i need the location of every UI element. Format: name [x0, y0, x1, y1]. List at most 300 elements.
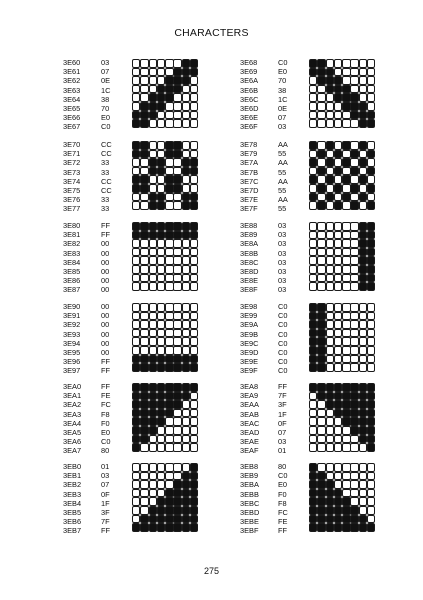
address-label: 3EB1 [63, 471, 82, 481]
pixel-off [359, 480, 367, 489]
pixel-off [182, 337, 190, 346]
pixel-off [326, 274, 334, 283]
pixel-off [182, 303, 190, 312]
address-label: 3E99 [240, 311, 258, 321]
pixel-off [140, 256, 148, 265]
pixel-off [359, 463, 367, 472]
pixel-off [165, 443, 173, 452]
hex-column [101, 382, 111, 456]
pixel-on [173, 480, 181, 489]
pixel-on [359, 523, 367, 532]
pixel-on [173, 231, 181, 240]
pixel-off [334, 312, 342, 321]
pixel-on [190, 489, 198, 498]
pixel-on [173, 400, 181, 409]
pixel-off [309, 231, 317, 240]
pixel-off [182, 312, 190, 321]
pixel-on [367, 417, 375, 426]
pixel-on [149, 363, 157, 372]
hex-value: 1C [101, 85, 111, 95]
pixel-on [350, 409, 358, 418]
pixel-off [190, 443, 198, 452]
hex-value: 03 [278, 285, 287, 295]
pixel-on [309, 506, 317, 515]
pixel-on [317, 489, 325, 498]
hex-value: F8 [101, 409, 110, 419]
pixel-off [140, 320, 148, 329]
pixel-off [367, 497, 375, 506]
pixel-on [326, 175, 334, 184]
pixel-on [359, 222, 367, 231]
pixel-off [157, 76, 165, 85]
pixel-on [149, 383, 157, 392]
hex-value: 38 [278, 85, 287, 95]
pixel-on [149, 417, 157, 426]
address-label: 3EBF [240, 526, 259, 536]
pixel-off [165, 480, 173, 489]
pixel-off [309, 76, 317, 85]
pixel-off [173, 320, 181, 329]
pixel-on [149, 506, 157, 515]
pixel-on [359, 265, 367, 274]
pixel-on [182, 497, 190, 506]
pixel-off [334, 175, 342, 184]
pixel-off [326, 409, 334, 418]
pixel-on [165, 85, 173, 94]
pixel-on [132, 141, 140, 150]
pixel-on [132, 443, 140, 452]
address-column [63, 302, 80, 376]
pixel-on [334, 85, 342, 94]
pixel-off [173, 417, 181, 426]
pixel-off [342, 363, 350, 372]
pixel-off [326, 426, 334, 435]
address-label: 3E60 [63, 58, 81, 67]
pixel-on [182, 231, 190, 240]
pixel-on [334, 523, 342, 532]
pixel-off [132, 497, 140, 506]
pixel-off [309, 85, 317, 94]
pixel-off [342, 480, 350, 489]
pixel-off [334, 417, 342, 426]
hex-value: CC [101, 176, 112, 186]
pixel-on [173, 150, 181, 159]
hex-value: AA [278, 176, 288, 186]
address-label: 3E9C [240, 338, 259, 348]
pixel-off [334, 193, 342, 202]
pixel-on [359, 175, 367, 184]
pixel-off [157, 141, 165, 150]
character-block [240, 58, 415, 135]
pixel-off [367, 463, 375, 472]
pixel-off [149, 239, 157, 248]
pixel-off [157, 150, 165, 159]
pixel-on [140, 184, 148, 193]
pixel-off [132, 167, 140, 176]
pixel-on [317, 337, 325, 346]
pixel-off [317, 141, 325, 150]
pixel-on [309, 383, 317, 392]
pixel-off [157, 472, 165, 481]
address-label: 3E8C [240, 257, 259, 267]
pixel-off [350, 59, 358, 68]
address-label: 3EB5 [63, 507, 82, 517]
pixel-on [157, 506, 165, 515]
address-label: 3EAC [240, 418, 260, 428]
pixel-on [165, 515, 173, 524]
pixel-on [182, 201, 190, 210]
pixel-on [132, 150, 140, 159]
pixel-on [309, 175, 317, 184]
pixel-on [309, 312, 317, 321]
address-label: 3EBD [240, 507, 260, 517]
address-label: 3E7C [240, 176, 259, 186]
address-label: 3EA1 [63, 391, 82, 401]
pixel-off [326, 150, 334, 159]
pixel-off [359, 85, 367, 94]
pixel-on [309, 463, 317, 472]
pixel-on [317, 392, 325, 401]
hex-value: 33 [101, 158, 110, 168]
pixel-on [149, 158, 157, 167]
address-label: 3E79 [240, 149, 258, 159]
pixel-off [317, 274, 325, 283]
hex-value: FE [278, 517, 288, 527]
pixel-off [149, 68, 157, 77]
pixel-off [317, 256, 325, 265]
pixel-on [182, 383, 190, 392]
address-label: 3E78 [240, 140, 258, 149]
pixel-off [309, 184, 317, 193]
pixel-off [132, 76, 140, 85]
pixel-on [342, 400, 350, 409]
pixel-off [165, 329, 173, 338]
pixel-off [309, 265, 317, 274]
pixel-off [334, 346, 342, 355]
pixel-off [173, 111, 181, 120]
pixel-off [342, 320, 350, 329]
pixel-on [173, 392, 181, 401]
pixel-off [317, 102, 325, 111]
address-label: 3EB8 [240, 462, 259, 471]
hex-column [278, 140, 288, 214]
pixel-off [149, 312, 157, 321]
address-label: 3E71 [63, 149, 81, 159]
hex-value: 03 [101, 471, 110, 481]
pixel-off [317, 158, 325, 167]
hex-value: C0 [278, 471, 288, 481]
pixel-off [359, 201, 367, 210]
pixel-off [140, 337, 148, 346]
pixel-on [157, 102, 165, 111]
hex-value: C0 [278, 302, 288, 311]
pixel-on [165, 184, 173, 193]
pixel-off [173, 463, 181, 472]
pixel-off [190, 102, 198, 111]
pixel-on [149, 111, 157, 120]
pixel-off [132, 329, 140, 338]
pixel-off [317, 239, 325, 248]
pixel-off [190, 85, 198, 94]
pixel-off [149, 76, 157, 85]
address-label: 3E67 [63, 122, 81, 132]
pixel-on [190, 201, 198, 210]
hex-value: FC [278, 507, 288, 517]
pixel-on [165, 489, 173, 498]
hex-value: 3F [101, 507, 110, 517]
pixel-off [367, 480, 375, 489]
pixel-off [165, 265, 173, 274]
address-label: 3E9B [240, 329, 259, 339]
pixel-on [157, 201, 165, 210]
hex-value: 00 [101, 302, 110, 311]
pixel-on [132, 523, 140, 532]
pixel-on [173, 85, 181, 94]
pixel-off [317, 463, 325, 472]
pixel-off [317, 119, 325, 128]
pixel-on [132, 119, 140, 128]
pixel-off [367, 102, 375, 111]
pixel-on [157, 383, 165, 392]
pixel-on [173, 184, 181, 193]
pixel-off [342, 303, 350, 312]
address-label: 3EBB [240, 489, 259, 499]
address-label: 3E66 [63, 113, 81, 123]
pixel-on [367, 150, 375, 159]
pixel-off [309, 93, 317, 102]
pixel-on [190, 231, 198, 240]
pixel-on [326, 383, 334, 392]
character-block [240, 221, 415, 298]
pixel-off [140, 443, 148, 452]
address-label: 3EA9 [240, 391, 259, 401]
address-label: 3EAE [240, 437, 259, 447]
hex-value: C0 [278, 366, 288, 376]
character-block [63, 221, 238, 298]
pixel-off [350, 158, 358, 167]
pixel-off [165, 239, 173, 248]
pixel-off [326, 435, 334, 444]
pixel-on [326, 497, 334, 506]
pixel-grid [132, 463, 198, 532]
pixel-off [334, 265, 342, 274]
pixel-off [132, 256, 140, 265]
pixel-off [350, 141, 358, 150]
pixel-off [326, 443, 334, 452]
pixel-on [182, 193, 190, 202]
pixel-on [359, 392, 367, 401]
address-label: 3E85 [63, 266, 81, 276]
pixel-on [350, 150, 358, 159]
pixel-off [173, 193, 181, 202]
address-label: 3EB0 [63, 462, 82, 471]
address-label: 3E7E [240, 195, 259, 205]
pixel-off [140, 480, 148, 489]
pixel-on [309, 363, 317, 372]
hex-value: CC [101, 140, 112, 149]
pixel-off [367, 68, 375, 77]
pixel-on [367, 167, 375, 176]
pixel-off [157, 337, 165, 346]
pixel-off [350, 435, 358, 444]
pixel-off [367, 515, 375, 524]
pixel-on [342, 497, 350, 506]
pixel-off [132, 472, 140, 481]
pixel-on [317, 346, 325, 355]
pixel-off [190, 329, 198, 338]
hex-column [101, 58, 110, 132]
pixel-on [173, 175, 181, 184]
pixel-on [359, 231, 367, 240]
address-column [63, 462, 81, 536]
pixel-off [317, 175, 325, 184]
pixel-off [342, 282, 350, 291]
hex-value: C0 [101, 122, 111, 132]
hex-value: 33 [101, 167, 110, 177]
pixel-off [149, 256, 157, 265]
pixel-off [334, 222, 342, 231]
pixel-off [140, 265, 148, 274]
pixel-off [190, 248, 198, 257]
pixel-off [367, 472, 375, 481]
pixel-off [359, 346, 367, 355]
address-label: 3EBA [240, 480, 259, 490]
pixel-on [350, 400, 358, 409]
pixel-on [334, 506, 342, 515]
pixel-on [165, 231, 173, 240]
hex-value: 00 [101, 338, 110, 348]
pixel-off [149, 346, 157, 355]
pixel-off [309, 167, 317, 176]
pixel-off [173, 426, 181, 435]
pixel-off [350, 248, 358, 257]
pixel-on [140, 111, 148, 120]
pixel-on [173, 383, 181, 392]
hex-value: 0E [278, 103, 288, 113]
pixel-on [317, 68, 325, 77]
hex-value: 1C [278, 94, 288, 104]
pixel-on [334, 489, 342, 498]
hex-value: 38 [101, 94, 110, 104]
pixel-off [350, 119, 358, 128]
pixel-off [309, 274, 317, 283]
pixel-off [173, 435, 181, 444]
pixel-off [350, 68, 358, 77]
pixel-grid [132, 222, 198, 291]
address-label: 3E76 [63, 195, 81, 205]
pixel-on [359, 426, 367, 435]
pixel-off [350, 76, 358, 85]
pixel-off [165, 59, 173, 68]
pixel-off [140, 193, 148, 202]
pixel-on [317, 201, 325, 210]
pixel-on [140, 515, 148, 524]
hex-value: 3F [278, 400, 287, 410]
pixel-on [157, 231, 165, 240]
pixel-off [326, 256, 334, 265]
pixel-off [342, 201, 350, 210]
hex-value: E0 [278, 480, 288, 490]
pixel-on [165, 400, 173, 409]
pixel-off [317, 93, 325, 102]
pixel-off [190, 76, 198, 85]
pixel-on [342, 193, 350, 202]
pixel-on [149, 93, 157, 102]
pixel-on [359, 400, 367, 409]
address-label: 3EAD [240, 427, 260, 437]
pixel-off [342, 68, 350, 77]
pixel-on [157, 167, 165, 176]
pixel-off [149, 489, 157, 498]
pixel-off [326, 239, 334, 248]
pixel-off [132, 93, 140, 102]
pixel-on [342, 102, 350, 111]
pixel-off [157, 346, 165, 355]
pixel-off [359, 312, 367, 321]
pixel-off [149, 497, 157, 506]
hex-value: 03 [278, 257, 287, 267]
pixel-off [359, 489, 367, 498]
pixel-off [190, 426, 198, 435]
pixel-on [140, 400, 148, 409]
pixel-off [359, 506, 367, 515]
pixel-on [350, 426, 358, 435]
pixel-off [334, 248, 342, 257]
pixel-off [334, 355, 342, 364]
pixel-on [309, 158, 317, 167]
pixel-off [165, 426, 173, 435]
pixel-off [190, 141, 198, 150]
hex-column [278, 302, 287, 376]
hex-value: 00 [101, 329, 110, 339]
pixel-off [334, 256, 342, 265]
hex-value: 03 [278, 276, 287, 286]
pixel-on [367, 231, 375, 240]
pixel-on [132, 231, 140, 240]
pixel-off [342, 76, 350, 85]
pixel-on [359, 158, 367, 167]
pixel-on [309, 193, 317, 202]
pixel-on [309, 141, 317, 150]
pixel-off [342, 231, 350, 240]
pixel-on [182, 523, 190, 532]
pixel-on [309, 320, 317, 329]
hex-value: 00 [101, 248, 110, 258]
pixel-on [334, 392, 342, 401]
pixel-off [359, 59, 367, 68]
pixel-on [149, 400, 157, 409]
hex-value: FF [101, 221, 111, 230]
pixel-off [334, 463, 342, 472]
pixel-on [157, 409, 165, 418]
address-label: 3EB2 [63, 480, 82, 490]
pixel-off [359, 443, 367, 452]
pixel-off [132, 85, 140, 94]
hex-value: AA [278, 195, 288, 205]
pixel-on [334, 515, 342, 524]
address-label: 3EA3 [63, 409, 82, 419]
pixel-off [157, 435, 165, 444]
pixel-on [182, 222, 190, 231]
pixel-on [190, 515, 198, 524]
pixel-off [132, 337, 140, 346]
hex-value: E0 [101, 113, 111, 123]
pixel-off [190, 320, 198, 329]
pixel-off [342, 472, 350, 481]
address-label: 3EAB [240, 409, 259, 419]
pixel-off [326, 102, 334, 111]
pixel-off [140, 201, 148, 210]
